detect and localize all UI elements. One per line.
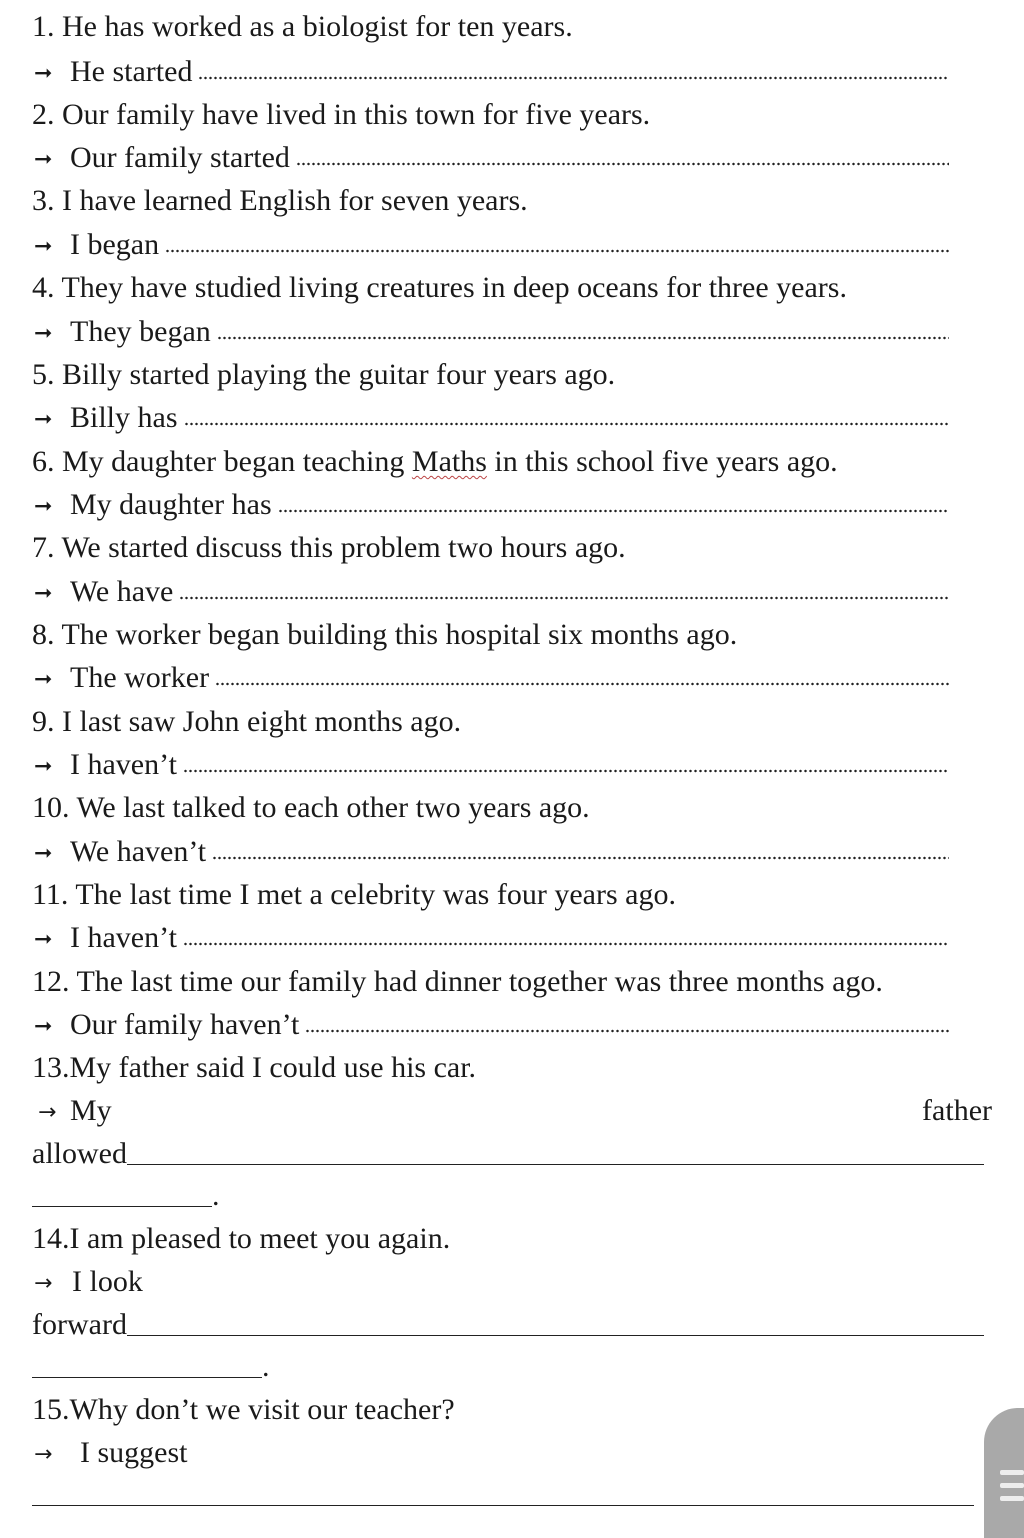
right-arrow-icon: → xyxy=(34,1442,53,1467)
answer-line-14 xyxy=(0,1255,1024,1299)
answer-blank[interactable] xyxy=(198,75,949,81)
answer-prompt: The worker xyxy=(70,661,210,694)
answer-prompt: I haven’t xyxy=(70,921,177,954)
right-arrow-icon: ➞ xyxy=(34,321,53,346)
answer-prompt: forward xyxy=(32,1308,127,1341)
grip-icon xyxy=(1000,1496,1024,1501)
question-5: 5. Billy started playing the guitar four years ago. xyxy=(32,358,616,391)
right-arrow-icon: ➞ xyxy=(34,841,53,866)
answer-line-14b xyxy=(0,1298,1024,1342)
answer-line-5 xyxy=(0,391,1024,435)
question-6: 6. My daughter began teaching Maths in this school five years ago. xyxy=(32,445,838,478)
answer-prompt: My xyxy=(70,1094,112,1127)
answer-blank[interactable] xyxy=(127,1335,984,1336)
grip-icon xyxy=(1000,1470,1024,1475)
right-arrow-icon: ➞ xyxy=(34,927,53,952)
question-1: 1. He has worked as a biologist for ten years. xyxy=(32,10,573,43)
answer-prompt: Our family started xyxy=(70,141,290,174)
answer-blank[interactable] xyxy=(32,1505,974,1506)
answer-prompt: I began xyxy=(70,228,160,261)
answer-blank[interactable] xyxy=(217,335,949,341)
answer-prompt: They began xyxy=(70,315,211,348)
answer-blank[interactable] xyxy=(305,1028,949,1034)
answer-blank[interactable] xyxy=(32,1377,262,1378)
answer-prompt: Our family haven’t xyxy=(70,1008,300,1041)
answer-line-13 xyxy=(0,1084,1024,1128)
question-4: 4. They have studied living creatures in deep oceans for three years. xyxy=(32,271,847,304)
right-arrow-icon: ➞ xyxy=(34,147,53,172)
answer-blank[interactable] xyxy=(212,855,949,861)
question-14: 14.I am pleased to meet you again. xyxy=(32,1222,451,1255)
question-8: 8. The worker began building this hospital six months ago. xyxy=(32,618,738,651)
right-arrow-icon: ➞ xyxy=(34,754,53,779)
answer-line-9 xyxy=(0,738,1024,782)
right-arrow-icon: → xyxy=(38,1100,57,1125)
answer-line-15 xyxy=(0,1426,1024,1470)
question-9: 9. I last saw John eight months ago. xyxy=(32,705,462,738)
question-2: 2. Our family have lived in this town for five years. xyxy=(32,98,651,131)
answer-blank[interactable] xyxy=(32,1206,212,1207)
answer-line-4 xyxy=(0,305,1024,349)
answer-blank[interactable] xyxy=(127,1164,984,1165)
answer-prompt: I suggest xyxy=(80,1436,188,1469)
question-11: 11. The last time I met a celebrity was four years ago. xyxy=(32,878,676,911)
answer-prompt: He started xyxy=(70,55,193,88)
right-arrow-icon: ➞ xyxy=(34,581,53,606)
question-12: 12. The last time our family had dinner together was three months ago. xyxy=(32,965,883,998)
answer-line-12 xyxy=(0,998,1024,1042)
grip-icon xyxy=(1000,1483,1024,1488)
answer-blank[interactable] xyxy=(165,248,949,254)
question-7: 7. We started discuss this problem two hours ago. xyxy=(32,531,626,564)
answer-prompt: allowed xyxy=(32,1137,127,1170)
answer-prompt: father xyxy=(922,1094,992,1127)
right-arrow-icon: ➞ xyxy=(34,61,53,86)
answer-line-11 xyxy=(0,911,1024,955)
question-10: 10. We last talked to each other two years ago. xyxy=(32,791,590,824)
answer-line-3 xyxy=(0,218,1024,262)
answer-prompt: We have xyxy=(70,575,174,608)
answer-line-8 xyxy=(0,651,1024,695)
right-arrow-icon: ➞ xyxy=(34,1014,53,1039)
answer-blank[interactable] xyxy=(296,161,949,167)
answer-prompt: Billy has xyxy=(70,401,178,434)
answer-line-14c: . xyxy=(0,1340,1024,1384)
answer-prompt: I look xyxy=(72,1265,143,1298)
answer-line-13b xyxy=(0,1127,1024,1171)
answer-prompt: We haven’t xyxy=(70,835,207,868)
answer-blank[interactable] xyxy=(184,421,949,427)
right-arrow-icon: → xyxy=(34,1271,53,1296)
right-arrow-icon: ➞ xyxy=(34,407,53,432)
answer-line-7 xyxy=(0,565,1024,609)
question-15: 15.Why don’t we visit our teacher? xyxy=(32,1393,455,1426)
answer-blank[interactable] xyxy=(183,941,949,947)
answer-line-1 xyxy=(0,45,1024,89)
answer-blank[interactable] xyxy=(278,508,949,514)
answer-blank[interactable] xyxy=(215,681,949,687)
right-arrow-icon: ➞ xyxy=(34,667,53,692)
answer-line-2 xyxy=(0,131,1024,175)
spellcheck-flagged-word[interactable]: Maths xyxy=(411,445,487,478)
answer-line-13c: . xyxy=(0,1169,1024,1213)
answer-prompt: My daughter has xyxy=(70,488,272,521)
question-3: 3. I have learned English for seven years. xyxy=(32,184,528,217)
right-arrow-icon: ➞ xyxy=(34,494,53,519)
answer-line-6 xyxy=(0,478,1024,522)
right-arrow-icon: ➞ xyxy=(34,234,53,259)
answer-prompt: I haven’t xyxy=(70,748,177,781)
answer-blank[interactable] xyxy=(179,595,949,601)
question-13: 13.My father said I could use his car. xyxy=(32,1051,477,1084)
answer-blank[interactable] xyxy=(183,768,949,774)
answer-line-10 xyxy=(0,825,1024,869)
